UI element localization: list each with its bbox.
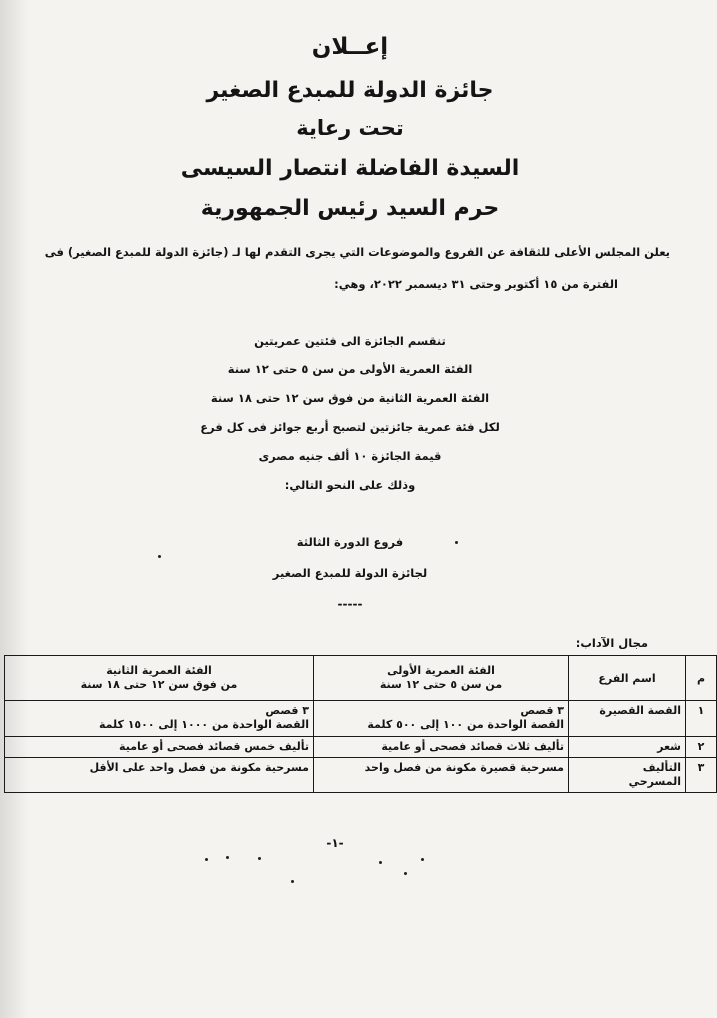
age2-text: تأليف خمس قصائد فصحى أو عامية bbox=[119, 739, 309, 753]
scan-speck bbox=[291, 880, 294, 883]
table-row bbox=[5, 757, 717, 793]
session-title: فروع الدورة الثالثة bbox=[296, 535, 404, 549]
row-branch bbox=[569, 736, 686, 757]
scan-speck bbox=[404, 872, 407, 875]
table-header-row bbox=[5, 656, 717, 701]
branch-text: القصة القصيرة bbox=[599, 704, 681, 717]
session-subtitle: لجائزة الدولة للمبدع الصغير bbox=[272, 566, 428, 580]
announcement-heading: إعــلان bbox=[311, 34, 389, 60]
header-age-group-2 bbox=[5, 656, 314, 701]
rule-line: الفئة العمرية الأولى من سن ٥ حتى ١٢ سنة bbox=[227, 362, 473, 376]
branches-table bbox=[4, 655, 717, 793]
age1-text: ٣ قصص bbox=[520, 704, 564, 717]
prize-title: جائزة الدولة للمبدع الصغير bbox=[206, 78, 494, 103]
row-age1 bbox=[314, 736, 569, 757]
header-branch: اسم الفرع bbox=[569, 656, 686, 701]
branch-text: المسرحي bbox=[628, 775, 681, 789]
header-age-group-1 bbox=[314, 656, 569, 701]
scan-speck bbox=[379, 861, 382, 864]
scan-speck bbox=[158, 555, 161, 558]
rule-line: وذلك على النحو التالي: bbox=[284, 478, 416, 492]
scan-speck bbox=[205, 858, 208, 861]
intro-line-1: يعلن المجلس الأعلى للثقافة عن الفروع والموضوعات التي يجرى التقدم لها لـ (جائزة الدولة للمبدع الصغير) فى bbox=[44, 245, 670, 259]
rule-line: لكل فئة عمرية جائزتين لتصبح أربع جوائز فى كل فرع bbox=[200, 420, 500, 434]
row-number: ٢ bbox=[686, 736, 717, 757]
row-age2 bbox=[5, 736, 314, 757]
scan-speck bbox=[455, 541, 458, 544]
row-age2 bbox=[5, 757, 314, 793]
row-branch bbox=[569, 701, 686, 737]
row-age2 bbox=[5, 701, 314, 737]
row-age1 bbox=[314, 757, 569, 793]
branch-text: التأليف bbox=[642, 760, 681, 774]
header-age1-title: الفئة العمرية الأولى bbox=[387, 663, 495, 677]
rule-line: تنقسم الجائزة الى فئتين عمريتين bbox=[254, 334, 446, 348]
rule-line: الفئة العمرية الثانية من فوق سن ١٢ حتى ١٨ سنة bbox=[210, 391, 490, 405]
header-number: م bbox=[686, 656, 717, 701]
patron-title: حرم السيد رئيس الجمهورية bbox=[200, 196, 500, 221]
header-age1-range: من سن ٥ حتى ١٢ سنة bbox=[379, 678, 503, 691]
table-row bbox=[5, 701, 717, 737]
age2-text: مسرحية مكونة من فصل واحد على الأقل bbox=[89, 760, 309, 774]
rule-line: قيمة الجائزة ١٠ ألف جنيه مصرى bbox=[258, 449, 442, 463]
age2-text: ٣ قصص bbox=[265, 704, 309, 717]
patron-name: السيدة الفاضلة انتصار السيسى bbox=[180, 156, 520, 181]
age1-text: مسرحية قصيرة مكونة من فصل واحد bbox=[364, 760, 564, 774]
scan-speck bbox=[421, 858, 424, 861]
header-age2-range: من فوق سن ١٢ حتى ١٨ سنة bbox=[80, 678, 238, 691]
intro-line-2: الفترة من ١٥ أكتوبر وحتى ٣١ ديسمبر ٢٠٢٢، وهي: bbox=[334, 277, 618, 291]
row-number: ٣ bbox=[686, 757, 717, 793]
row-age1 bbox=[314, 701, 569, 737]
scan-speck bbox=[258, 857, 261, 860]
scan-edge-shadow bbox=[0, 0, 28, 1018]
separator-dashes: ----- bbox=[337, 597, 363, 611]
patronage-line: تحت رعاية bbox=[296, 116, 404, 140]
age2-text: القصة الواحدة من ١٠٠٠ إلى ١٥٠٠ كلمة bbox=[98, 718, 309, 732]
age1-text: تأليف ثلاث قصائد فصحى أو عامية bbox=[381, 739, 564, 753]
header-age2-title: الفئة العمرية الثانية bbox=[106, 663, 212, 677]
domain-label: مجال الآداب: bbox=[575, 636, 648, 650]
row-branch bbox=[569, 757, 686, 793]
page-number: -١- bbox=[326, 836, 344, 850]
table-row bbox=[5, 736, 717, 757]
branch-text: شعر bbox=[657, 739, 681, 753]
row-number: ١ bbox=[686, 701, 717, 737]
scan-speck bbox=[226, 856, 229, 859]
age1-text: القصة الواحدة من ١٠٠ إلى ٥٠٠ كلمة bbox=[367, 718, 564, 732]
